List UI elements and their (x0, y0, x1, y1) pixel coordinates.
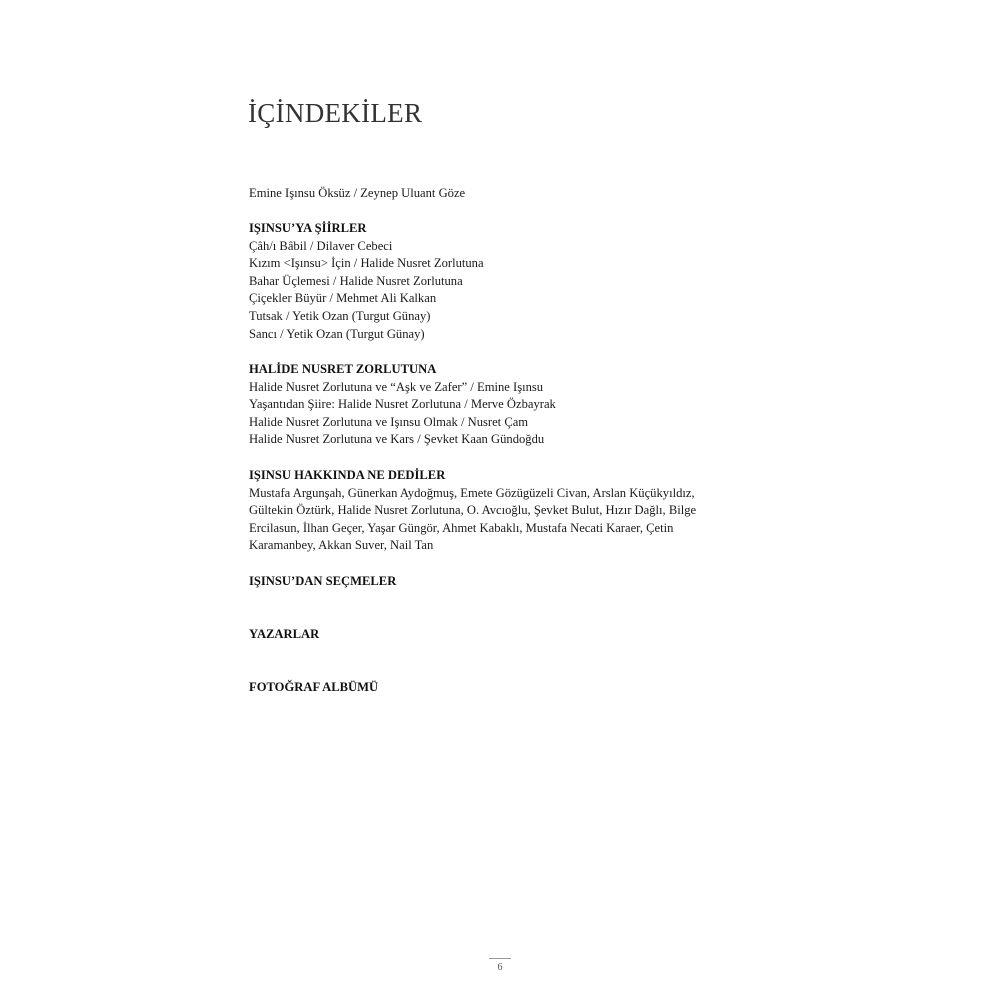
testimonial-names-line: Gültekin Öztürk, Halide Nusret Zorlutuna, O. Avcıoğlu, Şevket Bulut, Hızır Dağlı, Bilge (249, 503, 697, 518)
toc-entry: Kızım <Işınsu> İçin / Halide Nusret Zorlutuna (249, 256, 484, 271)
toc-entry: Sancı / Yetik Ozan (Turgut Günay) (249, 326, 425, 341)
section-heading: YAZARLAR (249, 627, 320, 641)
testimonial-names-line: Ercilasun, İlhan Geçer, Yaşar Güngör, Ahmet Kabaklı, Mustafa Necati Karaer, Çetin (249, 520, 674, 535)
page-title: İÇİNDEKİLER (248, 98, 423, 128)
toc-intro (249, 185, 769, 203)
page-number: 6 (497, 962, 503, 973)
toc-section-selections (249, 573, 769, 591)
toc-entry-intro: Emine Işınsu Öksüz / Zeynep Uluant Göze (249, 186, 466, 200)
toc-section-authors (249, 626, 769, 644)
section-heading: IŞINSU’YA ŞİİRLER (249, 221, 367, 235)
testimonial-names-line: Mustafa Argunşah, Günerkan Aydoğmuş, Emete Gözügüzeli Civan, Arslan Küçükyıldız, (249, 485, 695, 500)
testimonial-names-line: Karamanbey, Akkan Suver, Nail Tan (249, 538, 434, 553)
toc-entry: Bahar Üçlemesi / Halide Nusret Zorlutuna (249, 273, 463, 288)
section-heading: IŞINSU’DAN SEÇMELER (249, 574, 397, 588)
toc-section-photo-album (249, 679, 769, 697)
page-number-rule (489, 958, 511, 959)
section-heading: FOTOĞRAF ALBÜMÜ (249, 680, 379, 694)
section-heading: HALİDE NUSRET ZORLUTUNA (249, 362, 437, 376)
toc-entry: Halide Nusret Zorlutuna ve Kars / Şevket Kaan Gündoğdu (249, 432, 545, 447)
toc-entry: Halide Nusret Zorlutuna ve Işınsu Olmak / Nusret Çam (249, 414, 529, 429)
toc-section-halide (249, 361, 769, 449)
toc-entry: Çâh/ı Bâbil / Dilaver Cebeci (249, 238, 393, 253)
toc-entry: Çiçekler Büyür / Mehmet Ali Kalkan (249, 291, 437, 306)
section-heading: IŞINSU HAKKINDA NE DEDİLER (249, 468, 446, 482)
toc-entry: Tutsak / Yetik Ozan (Turgut Günay) (249, 308, 431, 323)
toc-section-testimonials (249, 467, 769, 555)
toc-section-poems (249, 220, 769, 343)
toc-entry: Halide Nusret Zorlutuna ve “Aşk ve Zafer” / Emine Işınsu (249, 379, 544, 394)
toc-entry: Yaşantıdan Şiire: Halide Nusret Zorlutuna / Merve Özbayrak (249, 397, 556, 412)
